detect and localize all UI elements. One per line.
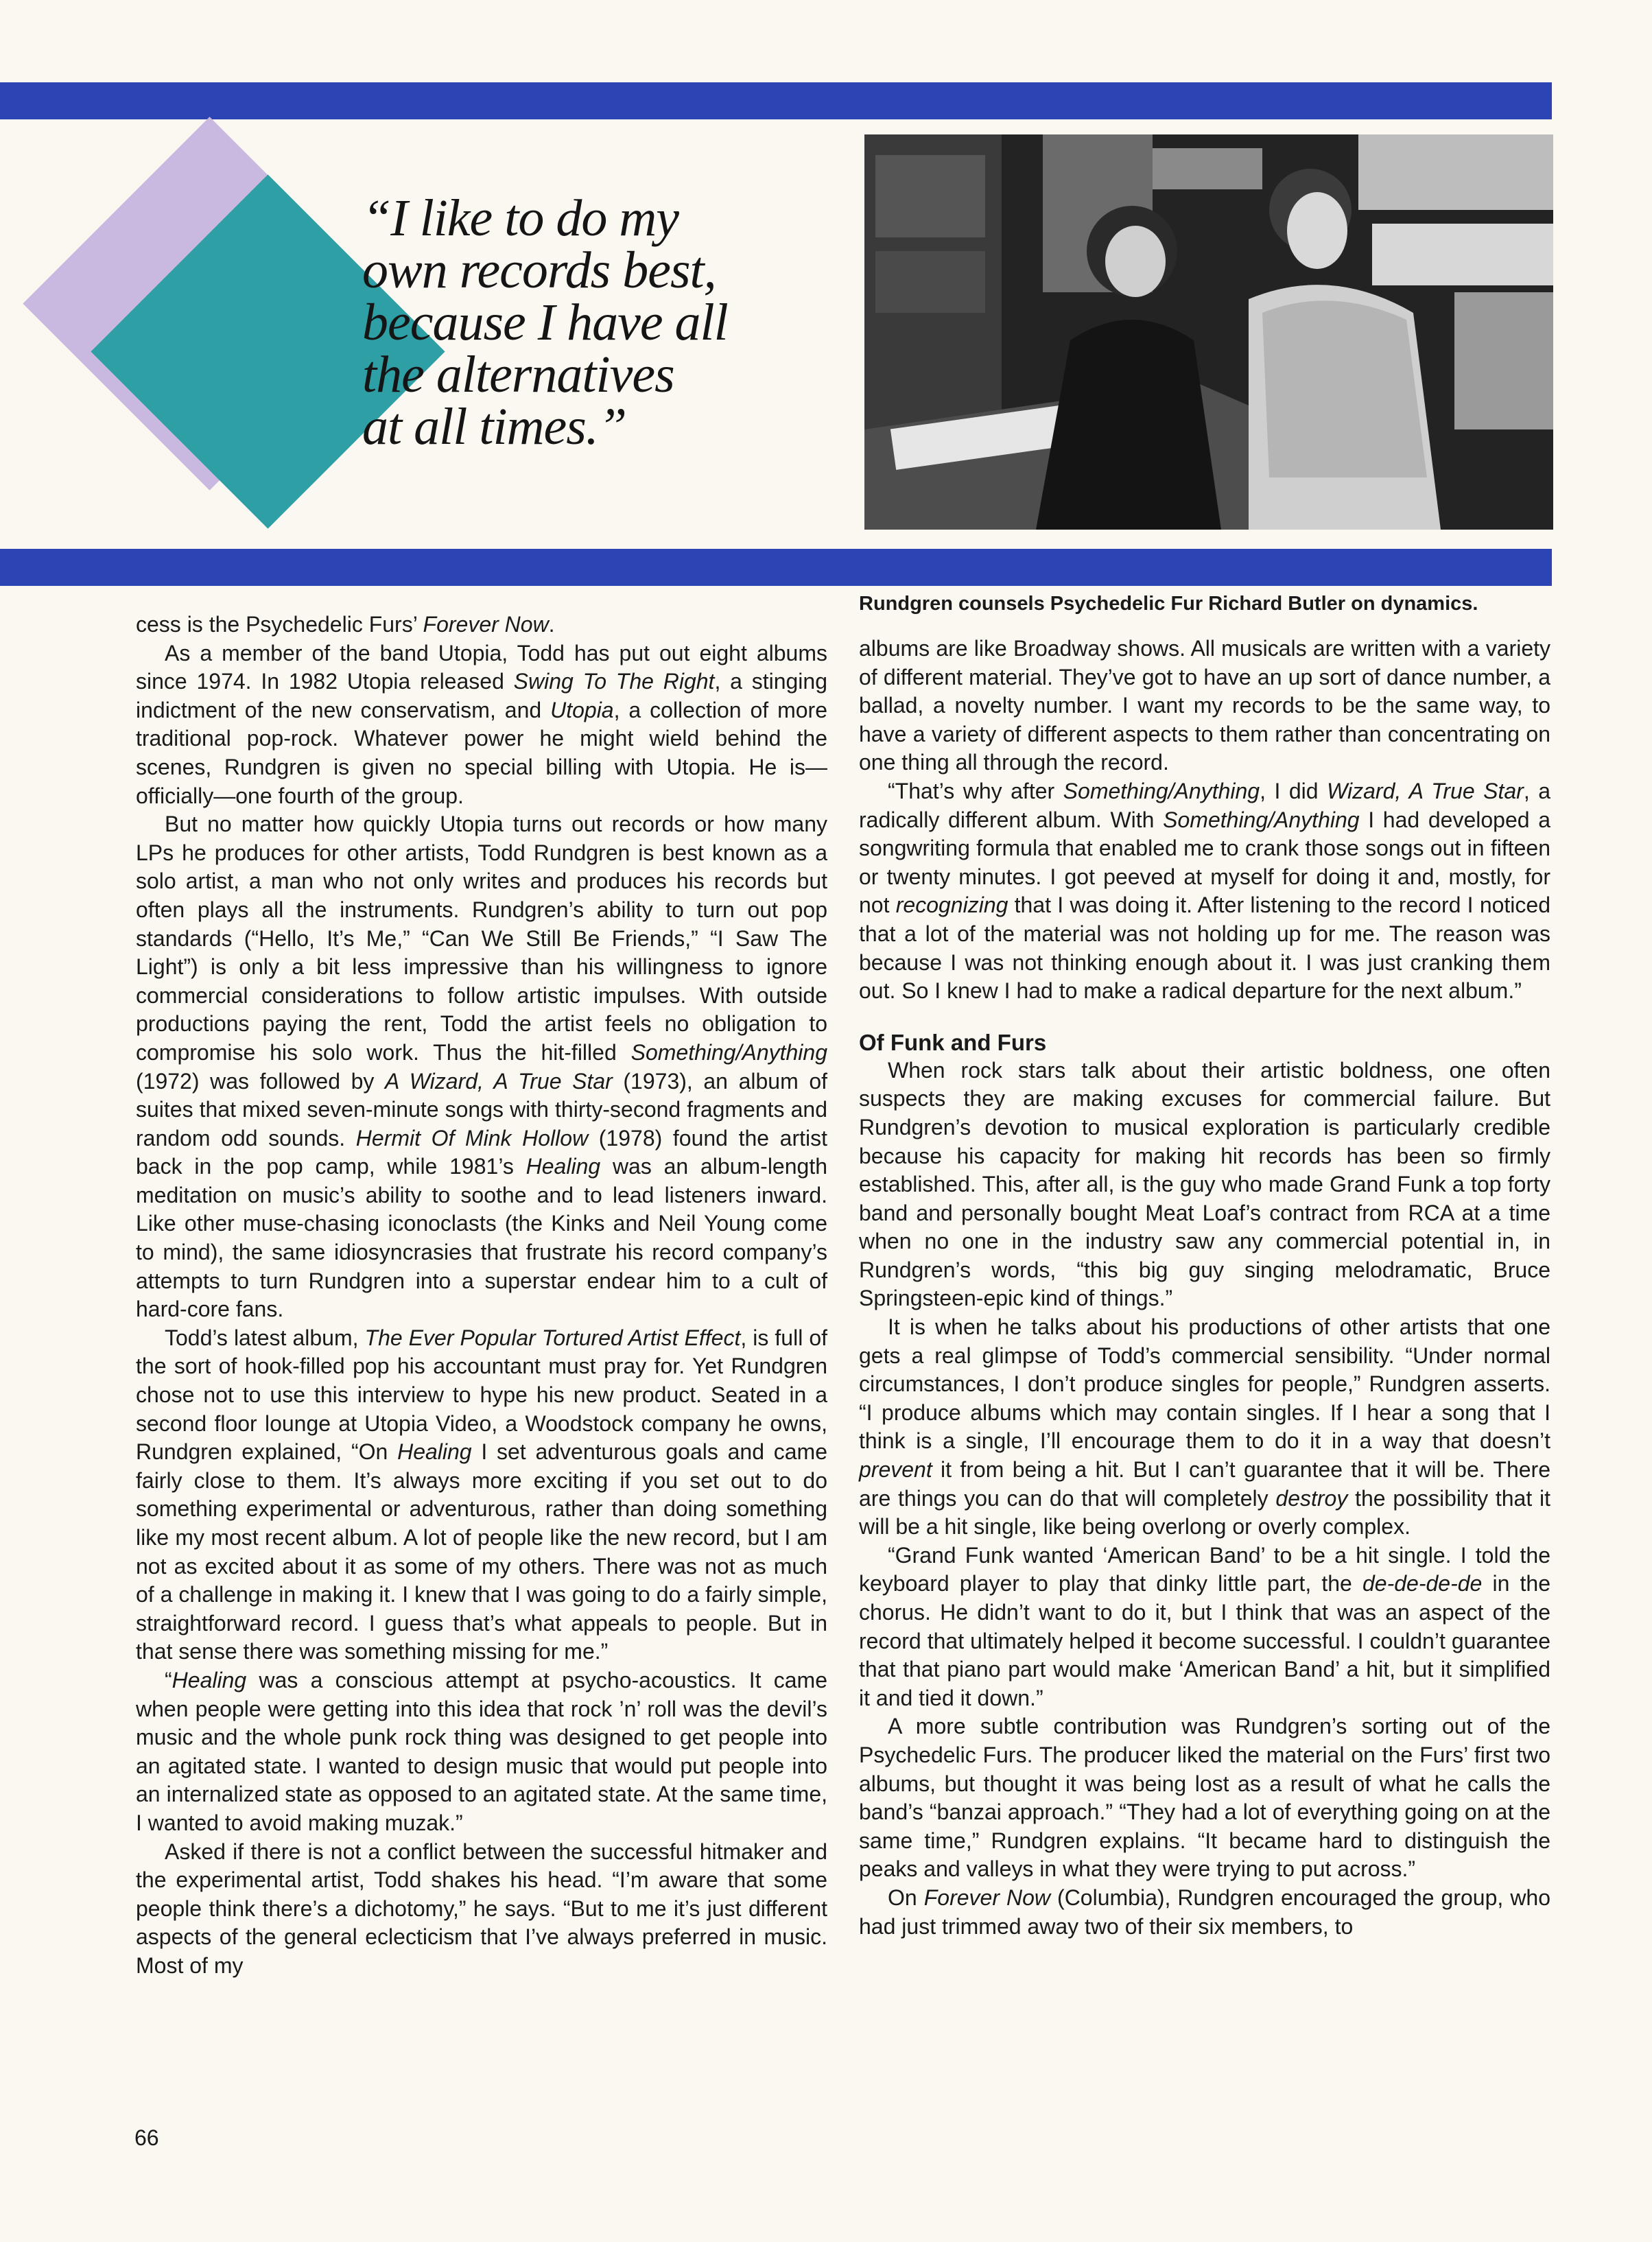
article-column-left bbox=[136, 611, 827, 1981]
paragraph: Todd’s latest album, The Ever Popular Tortured Artist Effect, is full of the sort of hook-filled pop his accountant must pray for. Yet Rundgren chose not to use this interview to hype his new product. Seated in a second floor lounge at Utopia Video, a Woodstock company he owns, Rundgren explained, “On Healing I set adventurous goals and came fairly close to them. It’s always more exciting if you set out to do something experimental or adventurous, rather than doing something like my most recent album. A lot of people like the new record, but I am not as excited about it as some of my others. There was not as much of a challenge in making it. I knew that I was going to do a fairly simple, straightforward record. I guess that’s what appeals to people. But in that sense there was something missing for me.” bbox=[136, 1325, 828, 1664]
pull-quote-line: at all times.” bbox=[362, 398, 627, 456]
paragraph: On Forever Now (Columbia), Rundgren encouraged the group, who had just trimmed away two of their six members, to bbox=[859, 1885, 1551, 1939]
paragraph: “That’s why after Something/Anything, I did Wizard, A True Star, a radically different album. With Something/Anything I had developed a songwriting formula that enabled me to crank those songs out in fifteen or twenty minutes. I got peeved at myself for doing it and, mostly, for not recognizing that I was doing it. After listening to the record I noticed that a lot of the material was not holding up for me. The reason was because I was not thinking enough about it. I was just cranking them out. So I knew I had to make a radical departure for the next album.” bbox=[859, 778, 1551, 1004]
paragraph: As a member of the band Utopia, Todd has put out eight albums since 1974. In 1982 Utopia released Swing To The Right, a stinging indictment of the new conservatism, and Utopia, a collection of more traditional pop-rock. Whatever power he might wield behind the scenes, Rundgren is given no special billing with Utopia. He is—officially—one fourth of the group. bbox=[136, 640, 828, 808]
page-number: 66 bbox=[134, 2125, 159, 2150]
article-column-right bbox=[859, 635, 1550, 1941]
photo-caption: Rundgren counsels Psychedelic Fur Richard Butler on dynamics. bbox=[859, 593, 1478, 615]
top-blue-band bbox=[0, 82, 1552, 119]
section-heading: Of Funk and Furs bbox=[859, 1029, 1047, 1055]
paragraph: “Grand Funk wanted ‘American Band’ to be a hit single. I told the keyboard player to play that dinky little part, the de-de-de-de in the chorus. He didn’t want to do it, but I think that was an aspect of the record that ultimately helped it become successful. I couldn’t guarantee that that piano part would make ‘American Band’ a hit, but it simplified it and tied it down.” bbox=[859, 1542, 1551, 1710]
studio-photo bbox=[864, 134, 1553, 530]
paragraph: When rock stars talk about their artistic boldness, one often suspects they are making excuses for commercial failure. But Rundgren’s devotion to musical exploration is particularly credible because his capacity for making hit records has been so firmly established. This, after all, is the guy who made Grand Funk a top forty band and personally bought Meat Loaf’s contract from RCA at a time when no one in the industry saw any commercial potential in, in Rundgren’s words, “this big guy singing melodramatic, Bruce Springsteen-epic kind of things.” bbox=[859, 1057, 1550, 1311]
paragraph: A more subtle contribution was Rundgren’s sorting out of the Psychedelic Furs. The producer liked the material on the Furs’ first two albums, but thought it was being lost as a result of what he calls the band’s “banzai approach.” “They had a lot of everything going on at the same time,” Rundgren explains. “It became hard to distinguish the peaks and valleys in what they were trying to put across.” bbox=[859, 1714, 1550, 1882]
middle-blue-band bbox=[0, 549, 1552, 586]
pull-quote-line: “I like to do my bbox=[362, 189, 679, 247]
paragraph: Asked if there is not a conflict between the successful hitmaker and the experimental artist, Todd shakes his head. “I’m aware that some people think there’s a dichotomy,” he says. “But to me it’s just different aspects of the general eclecticism that I’ve always preferred in music. Most of my bbox=[136, 1839, 827, 1978]
paragraph: “Healing was a conscious attempt at psycho-acoustics. It came when people were getting into this idea that rock ’n’ roll was the devil’s music and the whole punk rock thing was designed to get people into an agitated state. I wanted to design music that would put people into an internalized state as opposed to an agitated state. At the same time, I wanted to avoid making muzak.” bbox=[136, 1667, 827, 1835]
pull-quote bbox=[362, 189, 842, 456]
pull-quote-line: own records best, bbox=[362, 241, 716, 299]
pull-quote-line: the alternatives bbox=[362, 346, 674, 403]
paragraph: albums are like Broadway shows. All musicals are written with a variety of different material. They’ve got to have an up sort of dance number, a ballad, a novelty number. I want my records to be the same way, to have a variety of different aspects to them rather than concentrating on one thing all through the record. bbox=[859, 636, 1550, 775]
paragraph: cess is the Psychedelic Furs’ Forever Now. bbox=[136, 612, 555, 637]
pull-quote-line: because I have all bbox=[362, 294, 728, 351]
paragraph: It is when he talks about his productions of other artists that one gets a real glimpse of Todd’s commercial sensibility. “Under normal circumstances, I don’t produce singles for people,” Rundgren asserts. “I produce albums which may contain singles. If I hear a song that I think is a single, I’ll encourage them to do it in a way that doesn’t prevent it from being a hit. But I can’t guarantee that it will be. There are things you can do that will completely destroy the possibility that it will be a hit single, like being overlong or overly complex. bbox=[859, 1314, 1551, 1539]
paragraph: But no matter how quickly Utopia turns out records or how many LPs he produces for other artists, Todd Rundgren is best known as a solo artist, a man who not only writes and produces his records but often plays all the instruments. Rundgren’s ability to turn out pop standards (“Hello, It’s Me,” “Can We Still Be Friends,” “I Saw The Light”) is only a bit less impressive than his willingness to ignore commercial considerations to follow artistic impulses. With outside productions paying the rent, Todd the artist feels no obligation to compromise his solo work. Thus the hit-filled Something/Anything (1972) was followed by A Wizard, A True Star (1973), an album of suites that mixed seven-minute songs with thirty-second fragments and random odd sounds. Hermit Of Mink Hollow (1978) found the artist back in the pop camp, while 1981’s Healing was an album-length meditation on music’s ability to soothe and to lead listeners inward. Like other muse-chasing iconoclasts (the Kinks and Neil Young come to mind), the same idiosyncrasies that frustrate his record company’s attempts to turn Rundgren into a superstar endear him to a cult of hard-core fans. bbox=[136, 812, 828, 1322]
